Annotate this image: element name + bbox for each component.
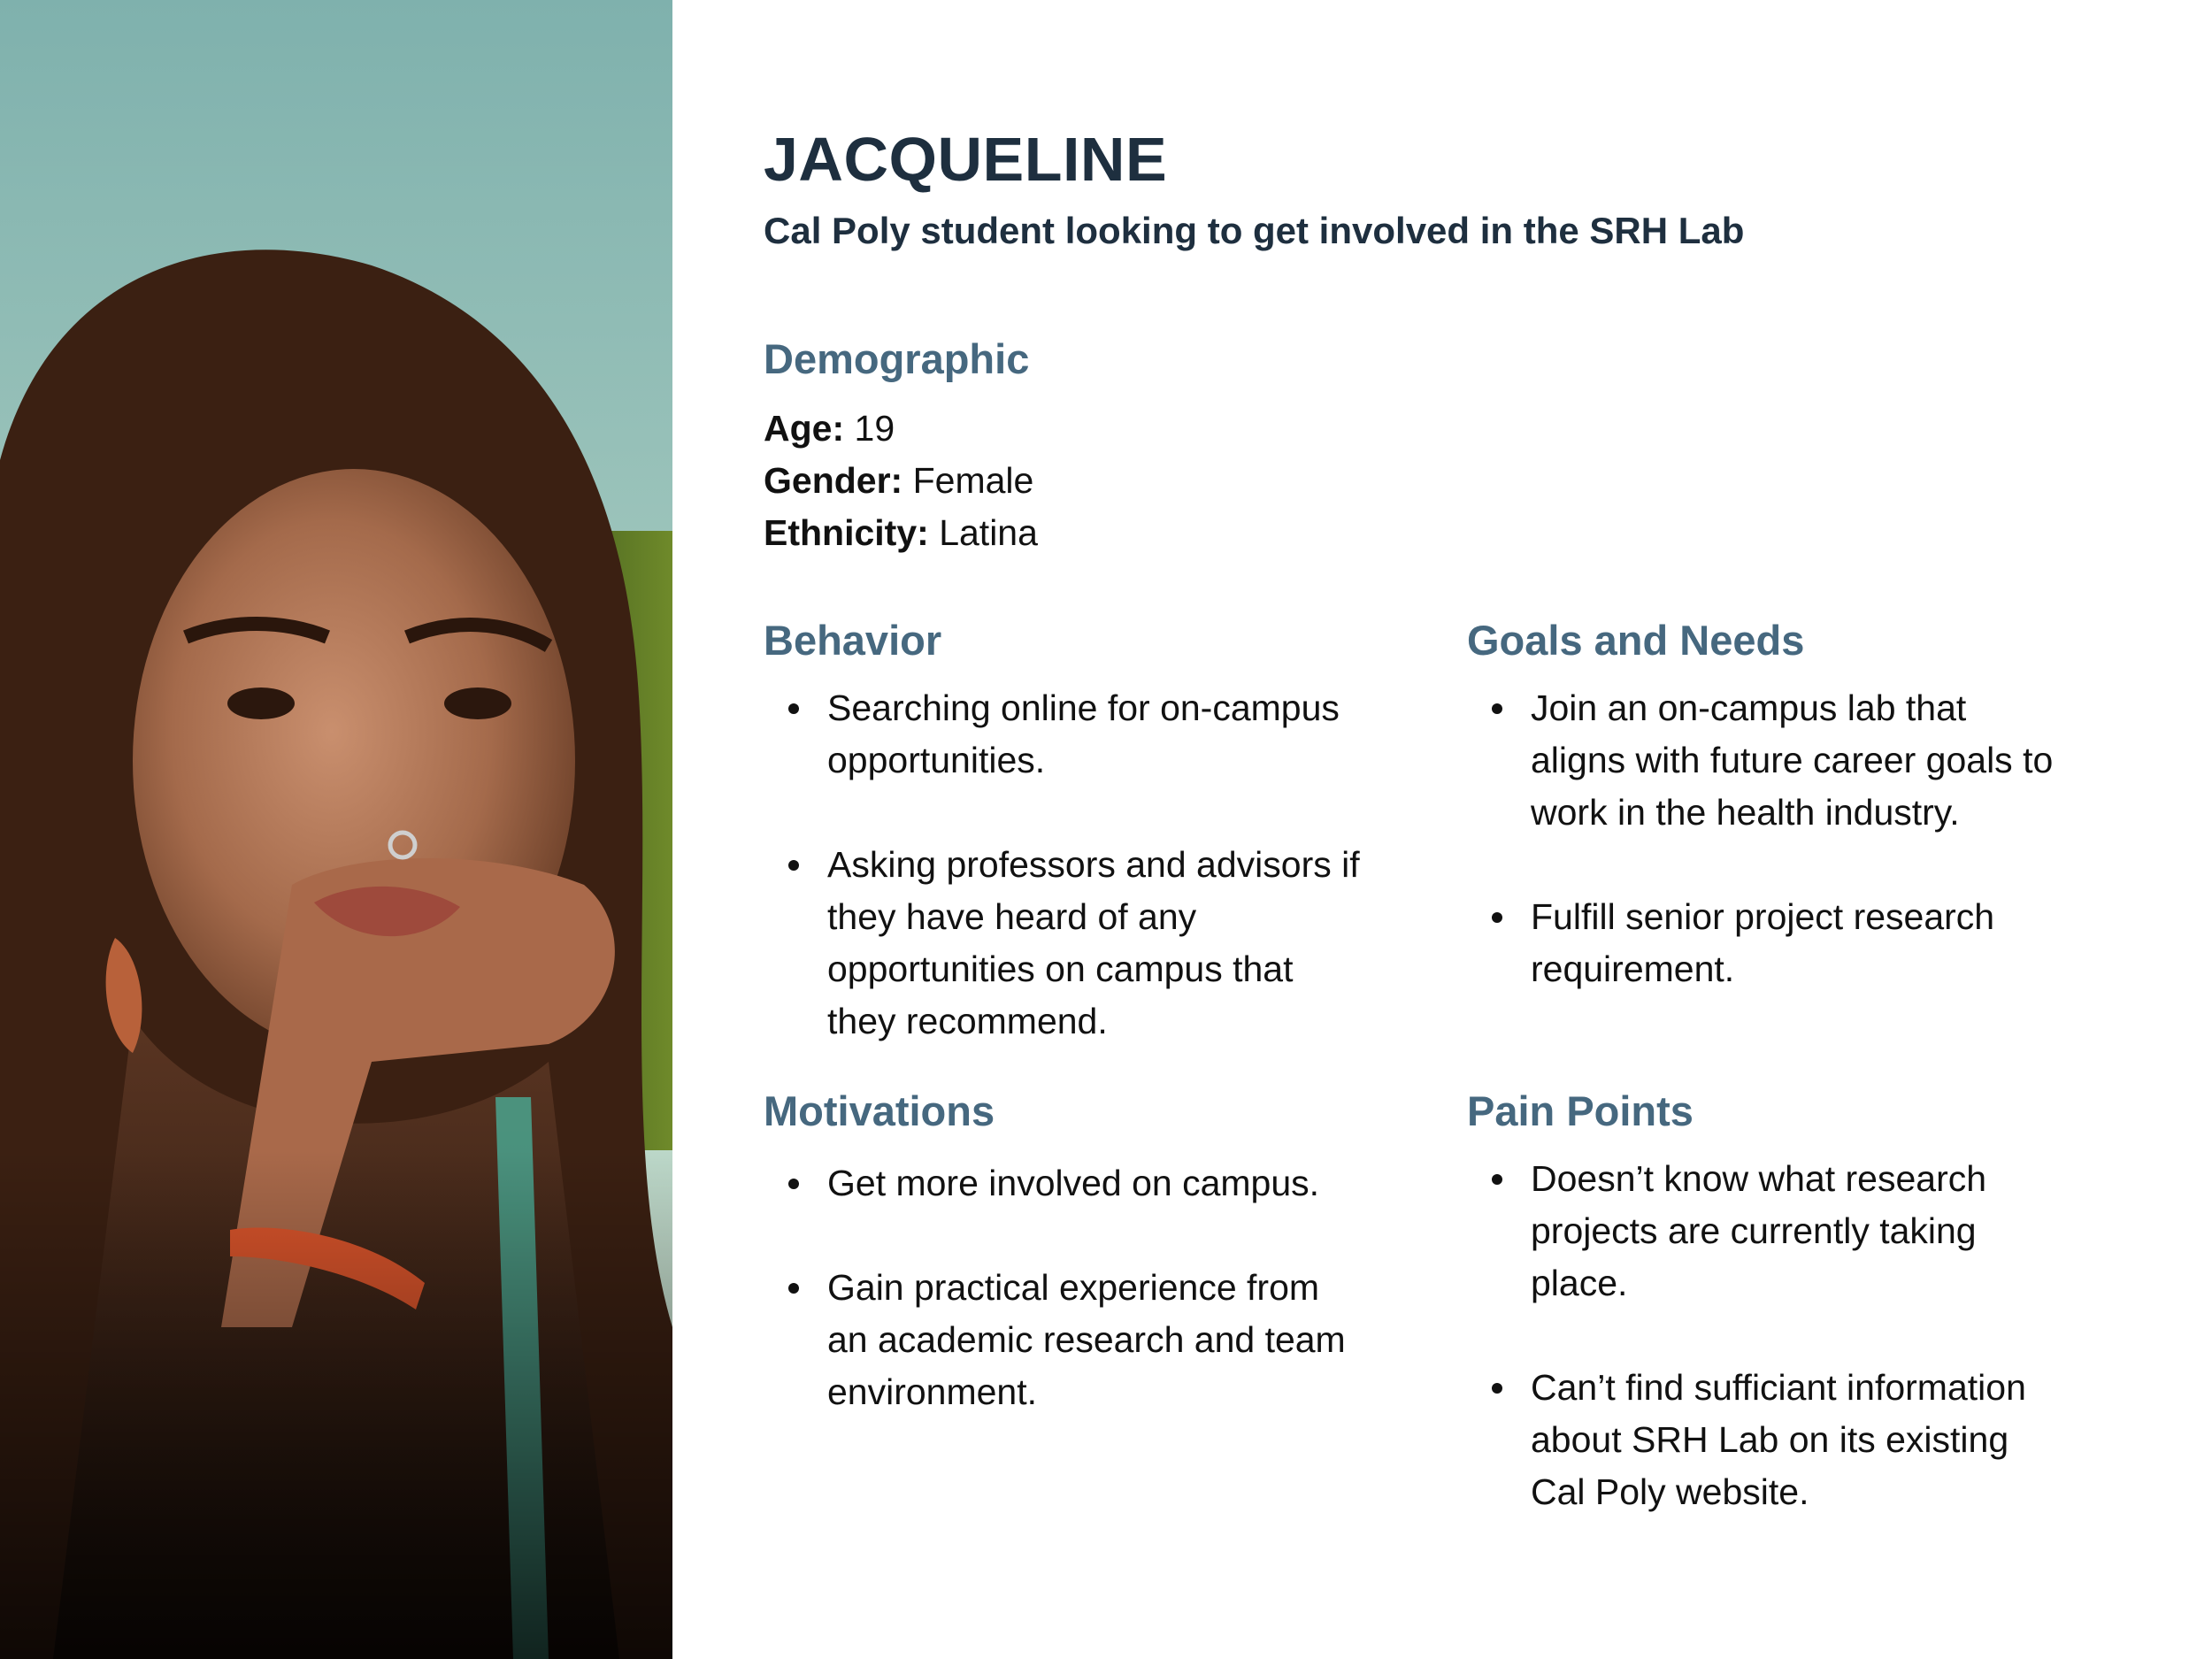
behavior-item: Searching online for on-campus opportunities.	[764, 682, 1365, 787]
goals-heading: Goals and Needs	[1467, 617, 1805, 664]
persona-name: JACQUELINE	[764, 125, 1168, 194]
motivations-item: Gain practical experience from an academic research and team environment.	[764, 1262, 1365, 1418]
ethnicity-label: Ethnicity:	[764, 512, 929, 553]
bullet-icon	[788, 1283, 799, 1294]
goals-list	[1467, 682, 2069, 995]
persona-photo	[0, 0, 672, 1659]
motivations-item: Get more involved on campus.	[764, 1157, 1365, 1210]
age-row	[764, 403, 1038, 455]
goals-item: Fulfill senior project research requirement.	[1467, 891, 2069, 995]
motivations-heading: Motivations	[764, 1087, 995, 1134]
age-value: 19	[854, 408, 895, 449]
gender-label: Gender:	[764, 460, 903, 501]
pain-points-item: Doesn’t know what research projects are currently taking place.	[1467, 1153, 2069, 1310]
persona-subtitle: Cal Poly student looking to get involved in the SRH Lab	[764, 210, 1745, 251]
bullet-icon	[788, 860, 799, 871]
bullet-icon	[1492, 912, 1502, 923]
bullet-icon	[1492, 1174, 1502, 1185]
bullet-icon	[788, 1179, 799, 1189]
demographic-heading: Demographic	[764, 335, 1030, 382]
motivations-list	[764, 1157, 1365, 1418]
gender-row	[764, 455, 1038, 507]
persona-content	[764, 0, 2144, 1659]
ethnicity-row	[764, 507, 1038, 559]
bullet-icon	[1492, 1383, 1502, 1394]
bullet-icon	[1492, 703, 1502, 714]
pain-points-list	[1467, 1153, 2069, 1518]
ethnicity-value: Latina	[939, 512, 1038, 553]
behavior-heading: Behavior	[764, 617, 942, 664]
behavior-list	[764, 682, 1365, 1048]
pain-points-item: Can’t find sufficiant information about SRH Lab on its existing Cal Poly website.	[1467, 1362, 2069, 1518]
demographic-details	[764, 403, 1038, 559]
age-label: Age:	[764, 408, 845, 449]
bullet-icon	[788, 703, 799, 714]
behavior-item: Asking professors and advisors if they have heard of any opportunities on campus that they recommend.	[764, 839, 1365, 1048]
goals-item: Join an on-campus lab that aligns with future career goals to work in the health industry.	[1467, 682, 2069, 839]
pain-points-heading: Pain Points	[1467, 1087, 1694, 1134]
gender-value: Female	[912, 460, 1034, 501]
